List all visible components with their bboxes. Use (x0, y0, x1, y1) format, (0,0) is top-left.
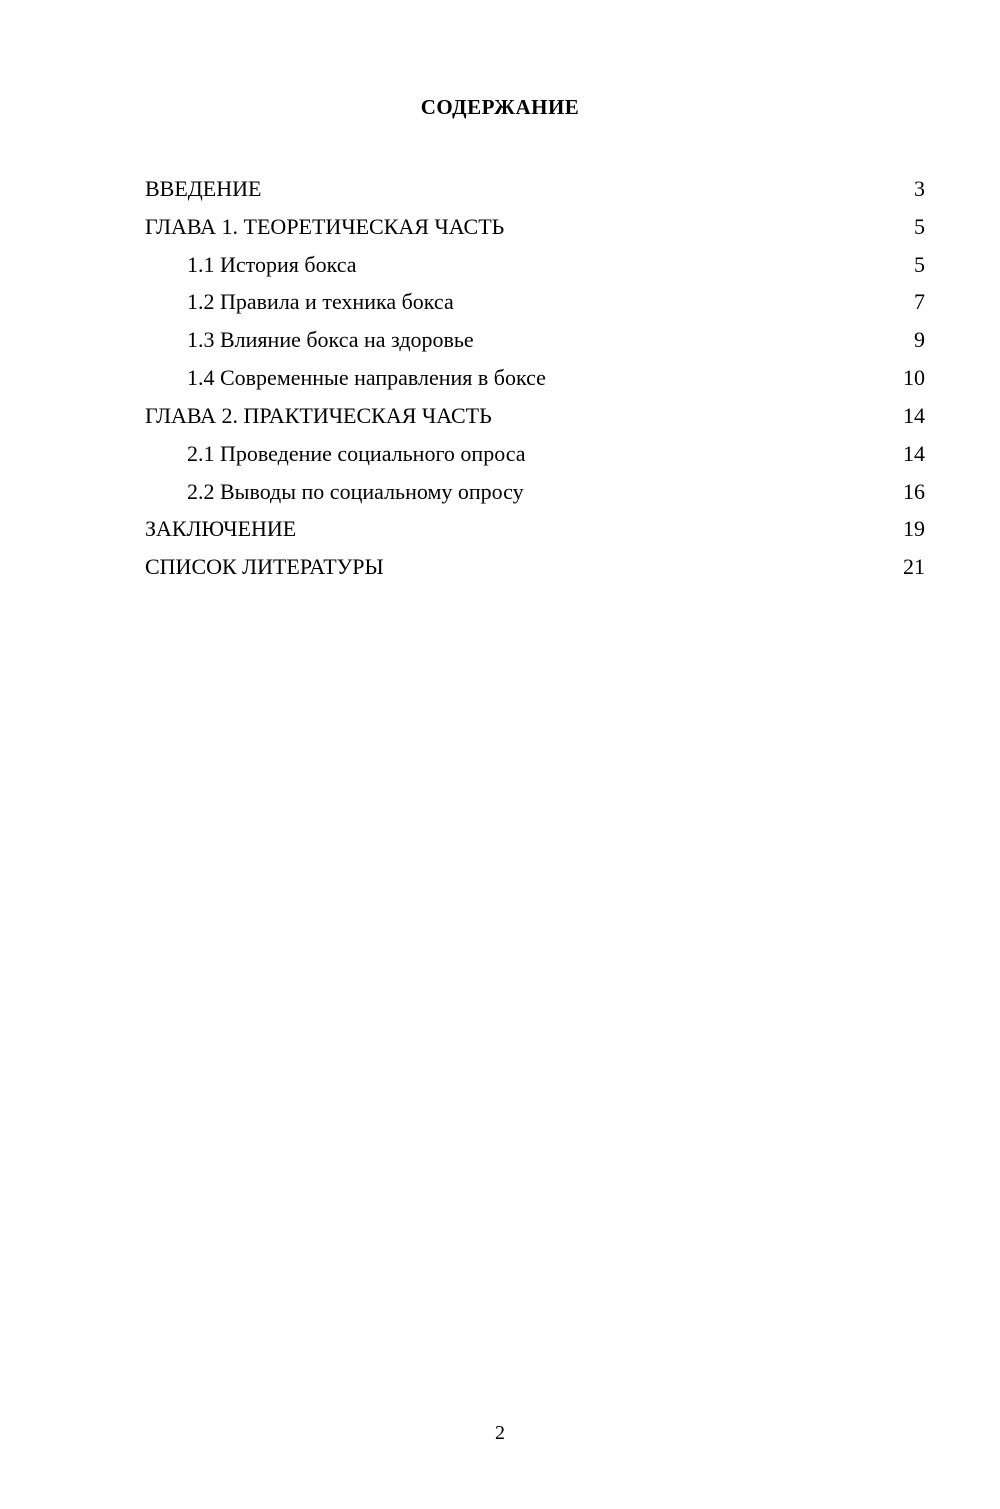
toc-entry-page: 19 (903, 516, 925, 542)
toc-entry[interactable] (145, 359, 925, 397)
toc-entry[interactable] (145, 170, 925, 208)
toc-entry[interactable] (145, 473, 925, 511)
footer-page-number: 2 (495, 1422, 505, 1444)
toc-entry[interactable] (145, 548, 925, 586)
toc-entry-label: ВВЕДЕНИЕ (145, 176, 262, 201)
document-page (0, 95, 1000, 1509)
toc-entry-page: 16 (903, 478, 925, 504)
toc-entry-page: 3 (914, 176, 925, 201)
toc-entry-page: 7 (914, 289, 925, 315)
toc-entry-page: 5 (914, 213, 925, 239)
toc-entry-label: 1.1 История бокса (187, 251, 357, 277)
toc-entry-page: 10 (903, 365, 925, 391)
toc-entry[interactable] (145, 435, 925, 473)
toc-entry-label: ЗАКЛЮЧЕНИЕ (145, 516, 297, 542)
toc-entry-page: 9 (914, 327, 925, 353)
toc-entry-page: 21 (903, 554, 925, 580)
toc-entry-page: 14 (903, 440, 925, 466)
toc-entry-label: ГЛАВА 2. ПРАКТИЧЕСКАЯ ЧАСТЬ (145, 402, 492, 428)
toc-entry-label: СПИСОК ЛИТЕРАТУРЫ (145, 554, 384, 580)
toc-entry-label: 1.4 Современные направления в боксе (187, 365, 546, 391)
toc-entry[interactable] (145, 246, 925, 284)
toc-entry-label: 2.1 Проведение социального опроса (187, 440, 526, 466)
toc-entry-page: 14 (903, 402, 925, 428)
toc-entry-label: 1.2 Правила и техника бокса (187, 289, 454, 315)
toc-entry[interactable] (145, 208, 925, 246)
page-title: СОДЕРЖАНИЕ (420, 95, 580, 119)
toc-entry[interactable] (145, 321, 925, 359)
table-of-contents (145, 170, 925, 586)
toc-entry[interactable] (145, 397, 925, 435)
toc-entry-page: 5 (914, 251, 925, 277)
toc-entry[interactable] (145, 510, 925, 548)
toc-entry-label: 1.3 Влияние бокса на здоровье (187, 327, 474, 353)
toc-entry-label: 2.2 Выводы по социальному опросу (187, 478, 524, 504)
toc-entry-label: ГЛАВА 1. ТЕОРЕТИЧЕСКАЯ ЧАСТЬ (145, 213, 505, 239)
toc-entry[interactable] (145, 283, 925, 321)
